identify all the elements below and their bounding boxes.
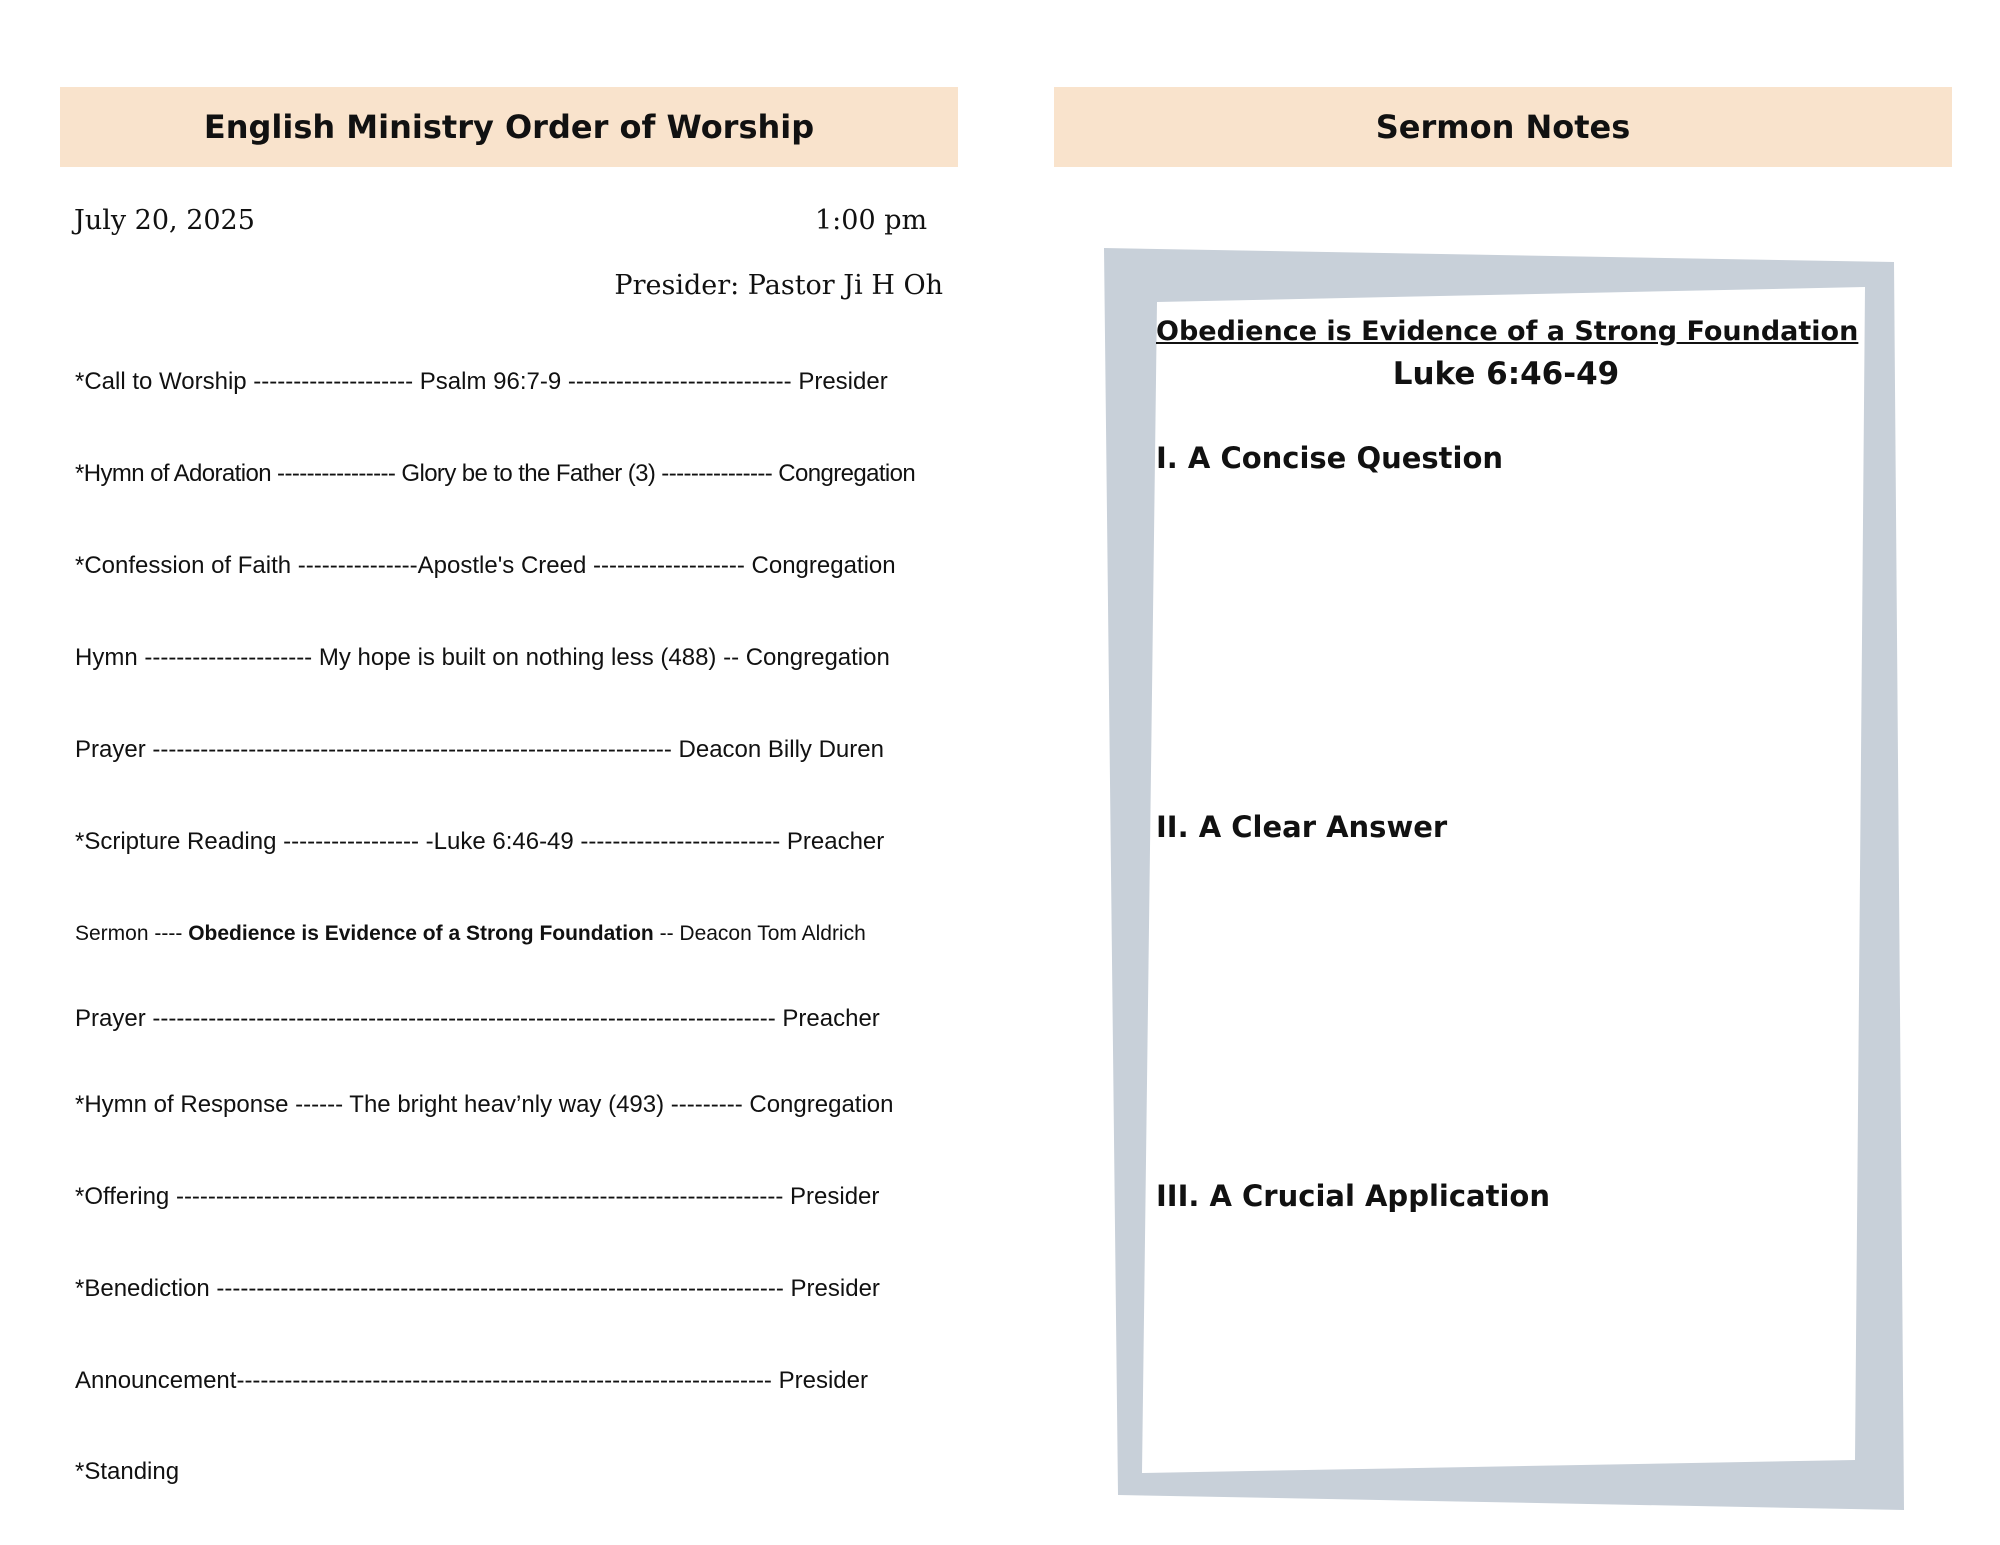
- sermon-speaker: -- Deacon Tom Aldrich: [653, 922, 866, 945]
- sermon-notes-header: Sermon Notes: [1054, 87, 1952, 167]
- order-item-hymn: Hymn --------------------- My hope is built on nothing less (488) -- Congregation: [75, 644, 890, 671]
- sermon-point-2: II. A Clear Answer: [1156, 810, 1448, 844]
- order-item-benediction: *Benediction ----------------------------------------------------------------------- Presider: [75, 1275, 880, 1302]
- order-item-call-to-worship: *Call to Worship -------------------- Psalm 96:7-9 ---------------------------- Presider: [75, 368, 888, 395]
- sermon-title: Obedience is Evidence of a Strong Foundation: [188, 922, 654, 945]
- sermon-label: Sermon ----: [75, 922, 189, 945]
- presider-line: Presider: Pastor Ji H Oh: [614, 270, 943, 301]
- order-item-offering: *Offering ---------------------------------------------------------------------------- Presider: [75, 1183, 880, 1210]
- order-item-scripture-reading: *Scripture Reading ----------------- -Luke 6:46-49 ------------------------- Preacher: [75, 828, 885, 855]
- order-item-hymn-of-response: *Hymn of Response ------ The bright heav’nly way (493) --------- Congregation: [75, 1091, 894, 1118]
- notes-frame-border: [1104, 248, 1904, 1510]
- sermon-point-3: III. A Crucial Application: [1156, 1179, 1550, 1213]
- order-item-hymn-of-adoration: *Hymn of Adoration ---------------- Glory be to the Father (3) --------------- Congregation: [75, 460, 916, 487]
- service-date: July 20, 2025: [74, 205, 255, 236]
- sermon-notes-scripture: Luke 6:46-49: [1392, 356, 1620, 392]
- order-item-prayer-preacher: Prayer ------------------------------------------------------------------------------ Preacher: [75, 1005, 880, 1032]
- order-item-announcement: Announcement------------------------------------------------------------------- Presider: [75, 1367, 868, 1394]
- standing-note: *Standing: [75, 1458, 180, 1485]
- order-item-confession-of-faith: *Confession of Faith ---------------Apostle's Creed ------------------- Congregation: [75, 552, 896, 579]
- service-time: 1:00 pm: [815, 205, 928, 236]
- sermon-notes-title: Obedience is Evidence of a Strong Foundation: [1156, 316, 1859, 347]
- order-item-prayer: Prayer ----------------------------------------------------------------- Deacon Billy Duren: [75, 736, 884, 763]
- order-of-worship-header: English Ministry Order of Worship: [60, 87, 958, 167]
- sermon-point-1: I. A Concise Question: [1156, 441, 1504, 475]
